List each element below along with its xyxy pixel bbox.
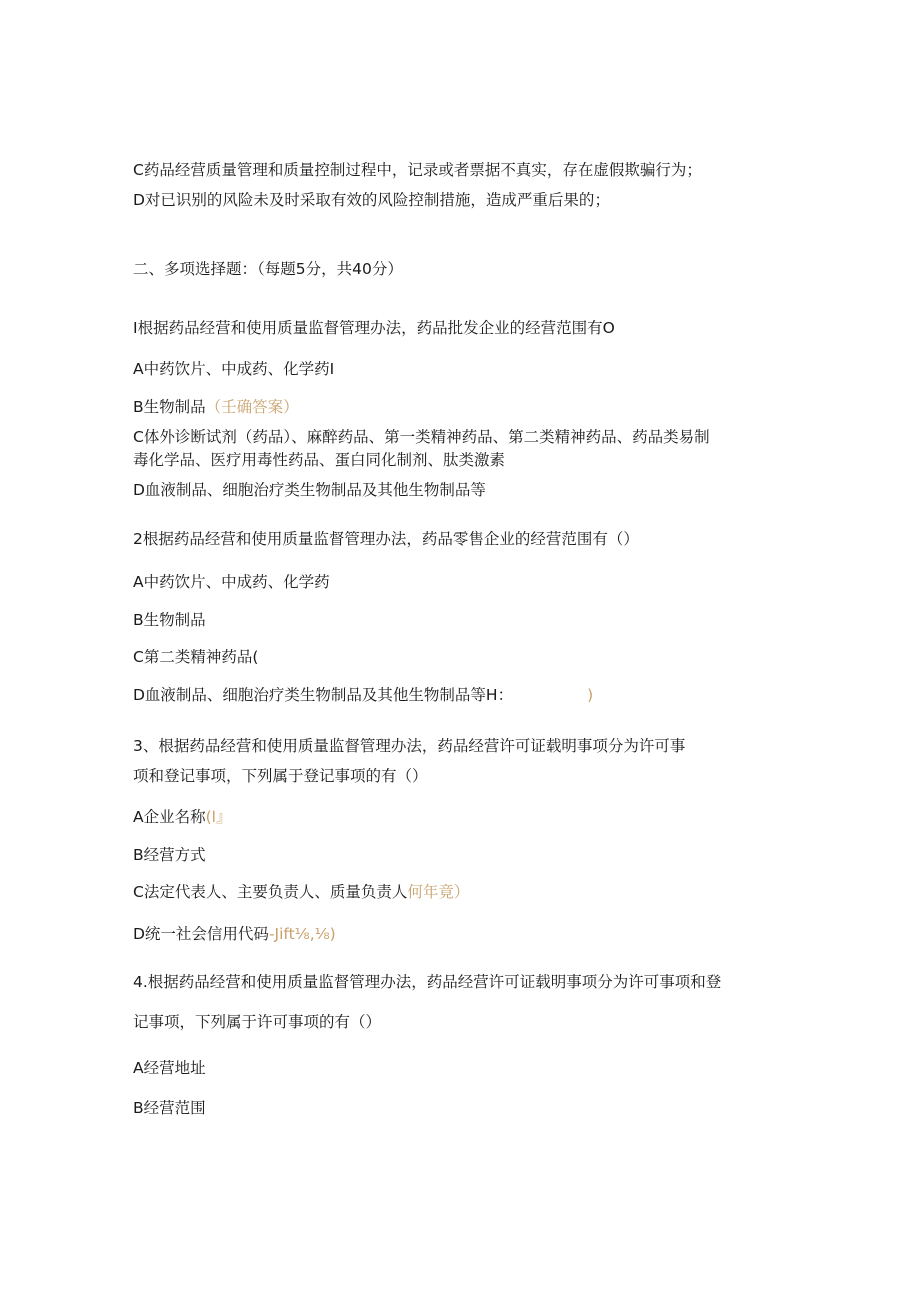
q1-stem: I根据药品经营和使用质量监督管理办法，药品批发企业的经营范围有O <box>133 319 615 337</box>
q2-option-d-note: ) <box>587 686 594 704</box>
q2-stem: 2根据药品经营和使用质量监督管理办法，药品零售企业的经营范围有（） <box>133 530 639 548</box>
q3-option-c-text: C法定代表人、主要负责人、质量负责人 <box>133 883 408 901</box>
q3-option-d-note: -Jift⅛,⅛) <box>268 925 336 943</box>
q3-option-a <box>133 807 231 827</box>
q2-option-a: A中药饮片、中成药、化学药 <box>133 573 330 591</box>
q2-option-b: B生物制品 <box>133 611 206 629</box>
section-heading: 二、多项选择题：（每题5分，共40分） <box>133 260 403 278</box>
q2-option-c: C第二类精神药品( <box>133 648 259 666</box>
prev-option-c: C药品经营质量管理和质量控制过程中，记录或者票据不真实，存在虚假欺骗行为； <box>133 161 702 179</box>
q1-option-b-note: （壬确答案） <box>205 398 299 416</box>
q2-option-d-text: D血液制品、细胞治疗类生物制品及其他生物制品等H： <box>133 686 514 704</box>
q3-option-c-note: 何年竟） <box>407 883 470 901</box>
q3-stem-line1: 3、根据药品经营和使用质量监督管理办法，药品经营许可证载明事项分为许可事 <box>133 737 686 755</box>
q1-option-a: A中药饮片、中成药、化学药I <box>133 360 335 378</box>
q2-option-d <box>133 685 593 705</box>
q4-option-a: A经营地址 <box>133 1059 206 1077</box>
prev-option-d: D对已识别的风险未及时采取有效的风险控制措施，造成严重后果的； <box>133 191 610 209</box>
q1-option-c-line2: 毒化学品、医疗用毒性药品、蛋白同化制剂、肽类激素 <box>133 451 506 469</box>
q1-option-b-text: B生物制品 <box>133 398 206 416</box>
q1-option-b <box>133 397 299 417</box>
q3-option-a-text: A企业名称 <box>133 808 206 826</box>
q3-option-a-note: (l』 <box>205 808 232 826</box>
q3-stem-line2: 项和登记事项，下列属于登记事项的有（） <box>133 767 428 785</box>
q3-option-d-text: D统一社会信用代码 <box>133 925 269 943</box>
q1-option-d: D血液制品、细胞治疗类生物制品及其他生物制品等 <box>133 481 486 499</box>
q3-option-d <box>133 924 336 944</box>
q4-option-b: B经营范围 <box>133 1099 206 1117</box>
q4-stem-line1: 4.根据药品经营和使用质量监督管理办法，药品经营许可证载明事项分为许可事项和登 <box>133 973 722 991</box>
q3-option-b: B经营方式 <box>133 846 206 864</box>
q1-option-c-line1: C体外诊断试剂（药品）、麻醉药品、第一类精神药品、第二类精神药品、药品类易制 <box>133 428 710 446</box>
q4-stem-line2: 记事项，下列属于许可事项的有（） <box>133 1013 382 1031</box>
q3-option-c <box>133 882 469 902</box>
